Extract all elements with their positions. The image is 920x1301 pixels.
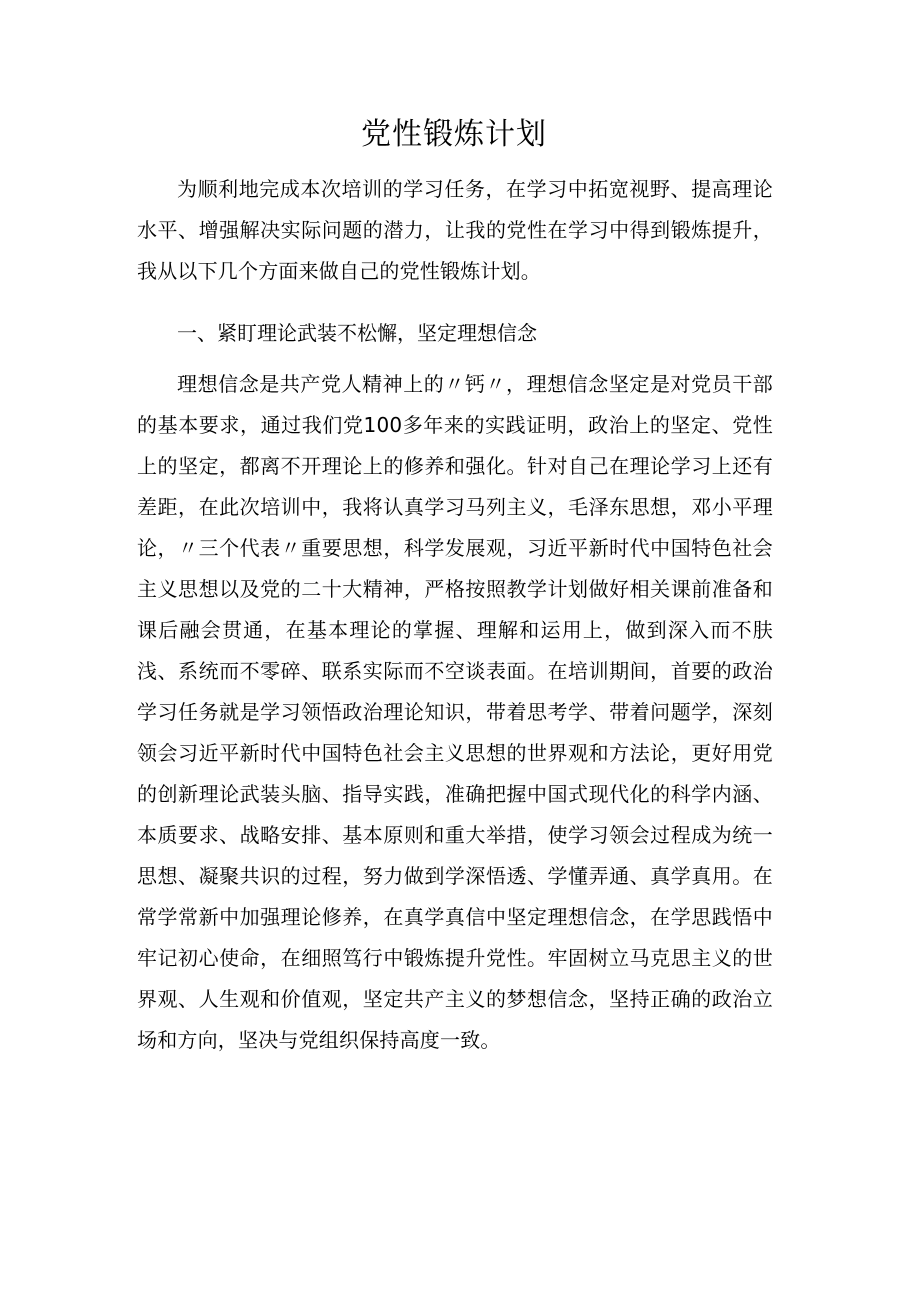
document-title: 党性锻炼计划 bbox=[361, 117, 547, 152]
intro-paragraph: 为顺利地完成本次培训的学习任务，在学习中拓宽视野、提高理论水平、增强解决实际问题的潜力，让我的党性在学习中得到锻炼提升，我从以下几个方面来做自己的党性锻炼计划。 bbox=[137, 177, 773, 283]
section-heading: 一、紧盯理论武装不松懈，坚定理想信念 bbox=[177, 321, 537, 345]
section-body-paragraph: 理想信念是共产党人精神上的〃钙〃，理想信念坚定是对党员干部的基本要求，通过我们党100多年来的实践证明，政治上的坚定、党性上的坚定，都离不开理论上的修养和强化。针对自己在理论学习上还有差距，在此次培训中，我将认真学习马列主义，毛泽东思想，邓小平理论，〃三个代表〃重要思想，科学发展观，习近平新时代中国特色社会主义思想以及党的二十大精神，严格按照教学计划做好相关课前准备和课后融会贯通，在基本理论的掌握、理解和运用上，做到深入而不肤浅、系统而不零碎、联系实际而不空谈表面。在培训期间，首要的政治学习任务就是学习领悟政治理论知识，带着思考学、带着问题学，深刻领会习近平新时代中国特色社会主义思想的世界观和方法论，更好用党的创新理论武装头脑、指导实践，准确把握中国式现代化的科学内涵、本质要求、战略安排、基本原则和重大举措，使学习领会过程成为统一思想、凝聚共识的过程，努力做到学深悟透、学懂弄通、真学真用。在常学常新中加强理论修养，在真学真信中坚定理想信念，在学思践悟中牢记初心使命，在细照笃行中锻炼提升党性。牢固树立马克思主义的世界观、人生观和价值观，坚定共产主义的梦想信念，坚持正确的政治立场和方向，坚决与党组织保持高度一致。 bbox=[137, 372, 773, 1052]
